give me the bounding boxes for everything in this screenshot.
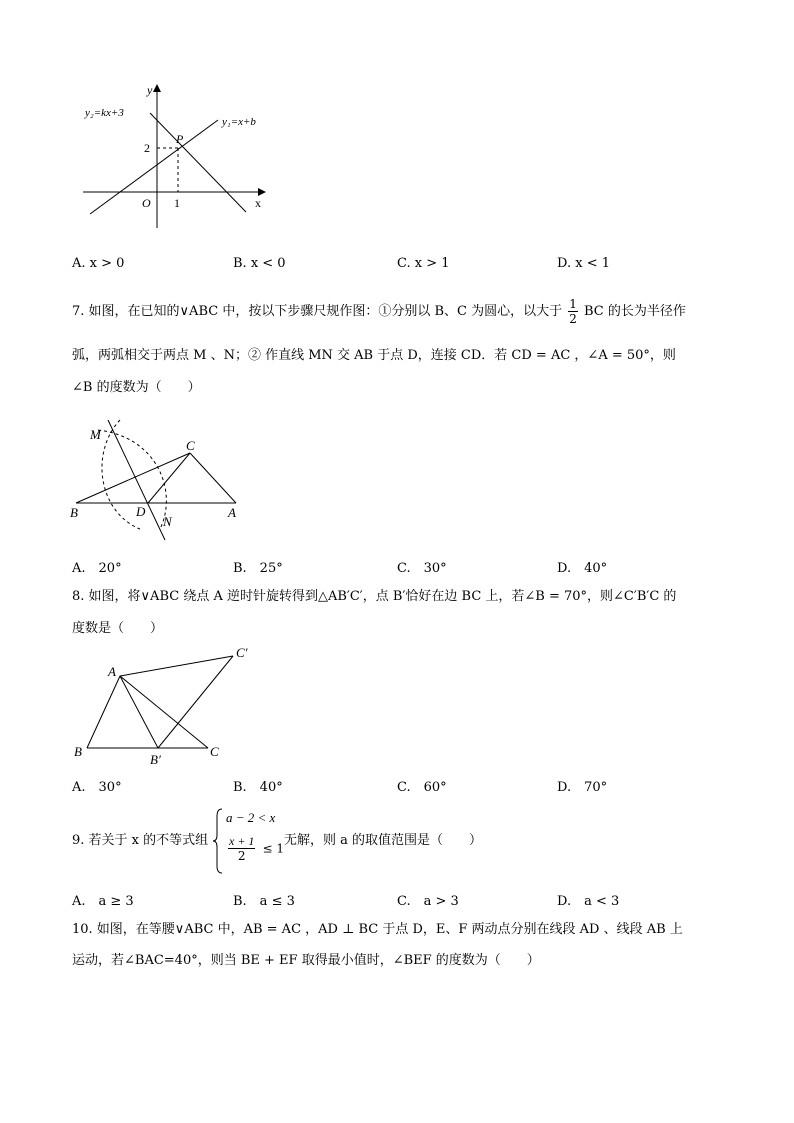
q6-option-d[interactable]: D. x < 1 — [557, 256, 610, 271]
segment-ab — [87, 676, 120, 748]
segment-bc — [76, 453, 190, 503]
segment-ca — [190, 453, 236, 503]
line-y1 — [90, 120, 218, 214]
q10-line2: 运动，若∠BAC=40°，则当 BE + EF 取得最小值时，∠BEF 的度数为（ ） — [72, 953, 540, 968]
line2-label: y₂=kx+3 — [85, 107, 124, 119]
segment-abp — [120, 676, 158, 748]
segment-ac — [120, 676, 208, 748]
q9-row2-tail: ≤ 1 — [262, 841, 285, 856]
q9-prefix: 9. 若关于 x 的不等式组 — [72, 833, 209, 848]
q9-row1-text: a − 2 < x — [226, 810, 276, 825]
q9-brace — [213, 808, 223, 874]
q6-figure — [80, 80, 280, 235]
x-axis-label: x — [255, 196, 261, 210]
q7-line2: 弧，两弧相交于两点 M 、N；② 作直线 MN 交 AB 于点 D，连接 CD．若 CD = AC ，∠A = 50°，则 — [72, 348, 676, 363]
q7-option-a[interactable]: A. 20° — [72, 561, 122, 576]
q8-line1: 8. 如图，将∨ABC 绕点 A 逆时针旋转得到△AB′C′，点 B′恰好在边 BC 上，若∠B = 70°，则∠C′B′C 的 — [72, 589, 677, 604]
q6-option-c[interactable]: C. x > 1 — [397, 256, 450, 271]
q6-option-b[interactable]: B. x < 0 — [233, 256, 286, 271]
label-b: B — [70, 505, 78, 520]
q7-line3: ∠B 的度数为（ ） — [72, 380, 201, 395]
label-c: C — [210, 744, 219, 759]
q7-option-b[interactable]: B. 25° — [233, 561, 283, 576]
q8-line2: 度数是（ ） — [72, 621, 164, 636]
q9-frac-num: x + 1 — [229, 834, 255, 848]
label-m: M — [90, 427, 101, 442]
q7-figure — [68, 412, 258, 552]
segment-bpcp — [158, 656, 233, 748]
q8-figure — [68, 640, 268, 770]
segment-acp — [120, 656, 233, 676]
q7-line1-a: 7. 如图，在已知的∨ABC 中，按以下步骤尺规作图：①分别以 B、C 为圆心，以大于 — [72, 304, 563, 319]
label-b: B — [74, 744, 82, 759]
y-tick-label: 2 — [144, 141, 150, 155]
q8-option-b[interactable]: B. 40° — [233, 780, 283, 795]
q7-frac-num: 1 — [569, 297, 577, 311]
arc-right — [98, 430, 166, 529]
q7-line1-b: BC 的长为半径作 — [584, 304, 686, 319]
point-p-label: P — [176, 132, 184, 146]
q9-frac-den: 2 — [237, 849, 246, 863]
line-mn — [108, 420, 165, 540]
x-tick-label: 1 — [174, 196, 180, 210]
label-a: A — [108, 664, 116, 679]
y-axis-label: y — [147, 83, 153, 97]
line1-label: y₁=x+b — [222, 116, 256, 128]
label-a: A — [228, 505, 236, 520]
q8-option-c[interactable]: C. 60° — [397, 780, 447, 795]
q7-frac-den: 2 — [569, 312, 577, 326]
label-c: C — [186, 438, 195, 453]
q9-option-d[interactable]: D. a < 3 — [557, 894, 620, 909]
segment-cd — [148, 453, 190, 503]
q9-row2 — [226, 834, 284, 863]
q10-line1: 10. 如图，在等腰∨ABC 中，AB = AC ，AD ⊥ BC 于点 D，E、F 两动点分别在线段 AD 、线段 AB 上 — [72, 922, 683, 937]
label-d: D — [136, 504, 146, 519]
q9-fraction — [228, 834, 255, 863]
q7-option-c[interactable]: C. 30° — [397, 561, 447, 576]
q8-option-a[interactable]: A. 30° — [72, 780, 122, 795]
q9-option-b[interactable]: B. a ≤ 3 — [233, 894, 295, 909]
q9-row1 — [226, 808, 275, 829]
q9-option-a[interactable]: A. a ≥ 3 — [72, 894, 134, 909]
q7-fraction — [568, 297, 578, 326]
q9-suffix: 无解，则 a 的取值范围是（ ） — [284, 833, 483, 848]
label-bprime: B′ — [150, 752, 161, 767]
label-cprime: C′ — [236, 645, 248, 660]
q9-option-c[interactable]: C. a > 3 — [397, 894, 459, 909]
q7-option-d[interactable]: D. 40° — [557, 561, 608, 576]
q7-line1 — [72, 297, 686, 326]
origin-label: O — [142, 196, 151, 210]
q6-option-a[interactable]: A. x > 0 — [72, 256, 125, 271]
label-n: N — [163, 514, 172, 529]
q8-option-d[interactable]: D. 70° — [557, 780, 608, 795]
